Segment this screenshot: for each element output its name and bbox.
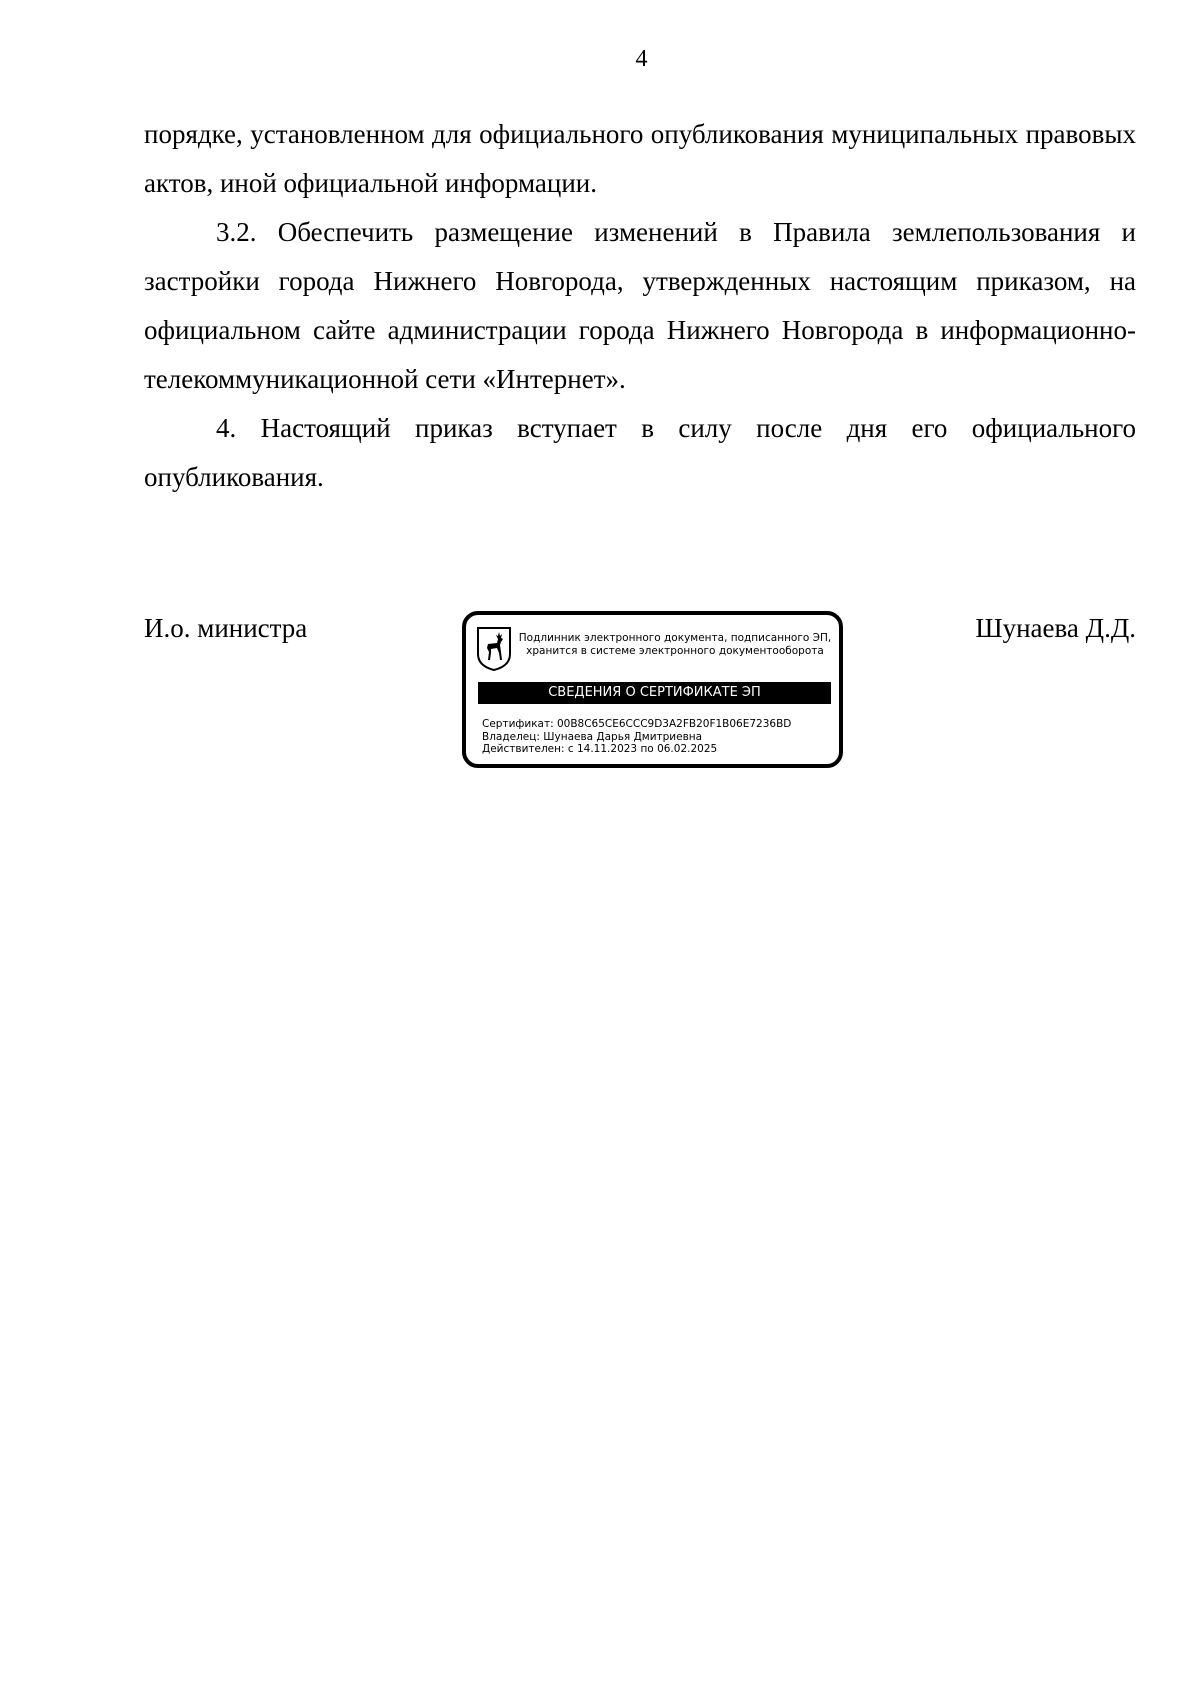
electronic-signature-stamp — [462, 611, 843, 768]
certificate-validity: Действителен: с 14.11.2023 по 06.02.2025 — [482, 743, 718, 755]
certificate-number: Сертификат: 00B8C65CE6CCC9D3A2FB20F1B06E7236BD — [482, 718, 792, 730]
certificate-owner: Владелец: Шунаева Дарья Дмитриевна — [482, 730, 703, 743]
stamp-header — [514, 632, 836, 658]
paragraph-item-4: 4. Настоящий приказ вступает в силу после дня его официального опубликования. — [144, 413, 1136, 492]
stamp-title-bar: СВЕДЕНИЯ О СЕРТИФИКАТЕ ЭП — [478, 682, 831, 704]
signer-position: И.о. министра — [144, 613, 308, 643]
paragraph-item-3-2: 3.2. Обеспечить размещение изменений в Правила землепользования и застройки города Нижнего Новгорода, утвержденных настоящим приказом, на официальном сайте администрации города Нижнего Новгорода в информационно-телекоммуникационной сети «Интернет». — [144, 217, 1136, 394]
paragraph-continuation: порядке, установленном для официального опубликования муниципальных правовых актов, иной официальной информации. — [144, 119, 1136, 198]
stamp-details — [482, 718, 832, 756]
signer-name: Шунаева Д.Д. — [975, 613, 1136, 643]
page-number: 4 — [635, 46, 648, 72]
stamp-header-line-1: Подлинник электронного документа, подписанного ЭП, — [518, 632, 832, 644]
stamp-header-line-2: хранится в системе электронного документооборота — [526, 645, 824, 657]
deer-coat-of-arms-icon — [476, 626, 512, 672]
document-body — [144, 110, 1136, 502]
